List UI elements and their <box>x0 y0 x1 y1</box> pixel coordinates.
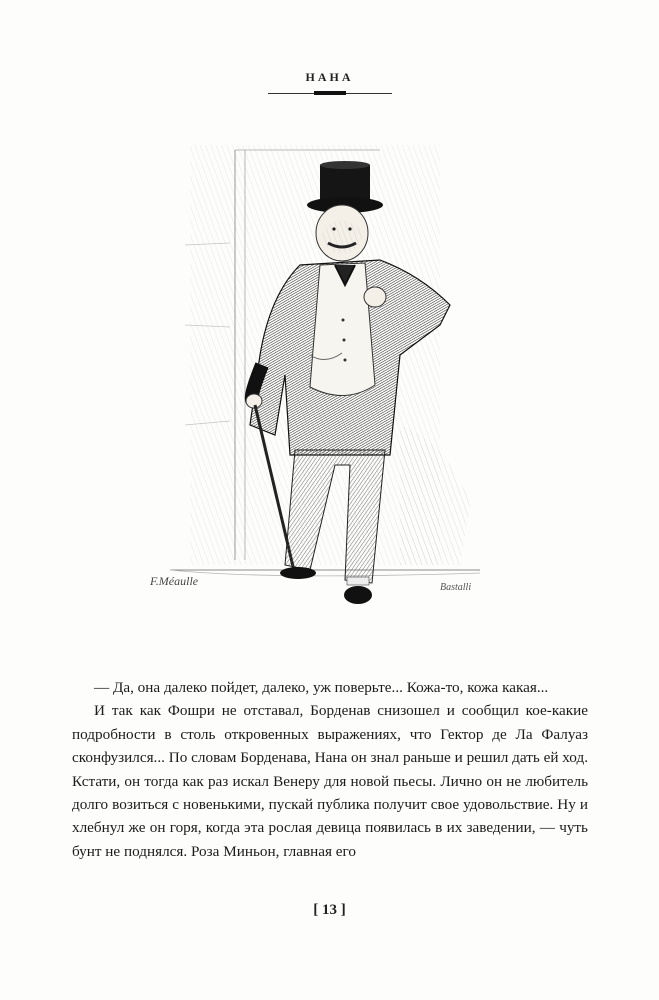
folio-bracket-right: ] <box>340 902 346 918</box>
running-head <box>0 70 659 95</box>
running-title: НАНА <box>305 70 354 84</box>
paragraph-2: И так как Фошри не отставал, Борденав снизошел и сообщил кое-какие подробности в столь откровенных выражениях, что Гектор де Ла Фалуаз сконфузился... По словам Борденава, Нана он знал раньше и решил дать ей ход. Кстати, он тогда как раз искал Венеру для новой пьесы. Лично он не любитель долго возиться с новенькими, пускай публика получит свое удовольствие. Ну и хлебнул же он горя, когда эта рослая девица появилась в их заведении, — чуть бунт не поднялся. Роза Миньон, главная его <box>72 702 588 860</box>
body-text <box>72 676 588 863</box>
header-rule-thick <box>314 91 346 95</box>
paragraph-1: — Да, она далеко пойдет, далеко, уж поверьте... Кожа-то, кожа какая... <box>94 679 549 696</box>
page-number <box>0 902 659 919</box>
folio-number: 13 <box>322 902 337 918</box>
engraving-illustration <box>150 125 510 625</box>
signature-right: Bastalli <box>440 582 472 593</box>
signature-left: F.Méaulle <box>150 574 199 588</box>
header-rule <box>268 91 392 95</box>
folio-bracket-left: [ <box>313 902 319 918</box>
